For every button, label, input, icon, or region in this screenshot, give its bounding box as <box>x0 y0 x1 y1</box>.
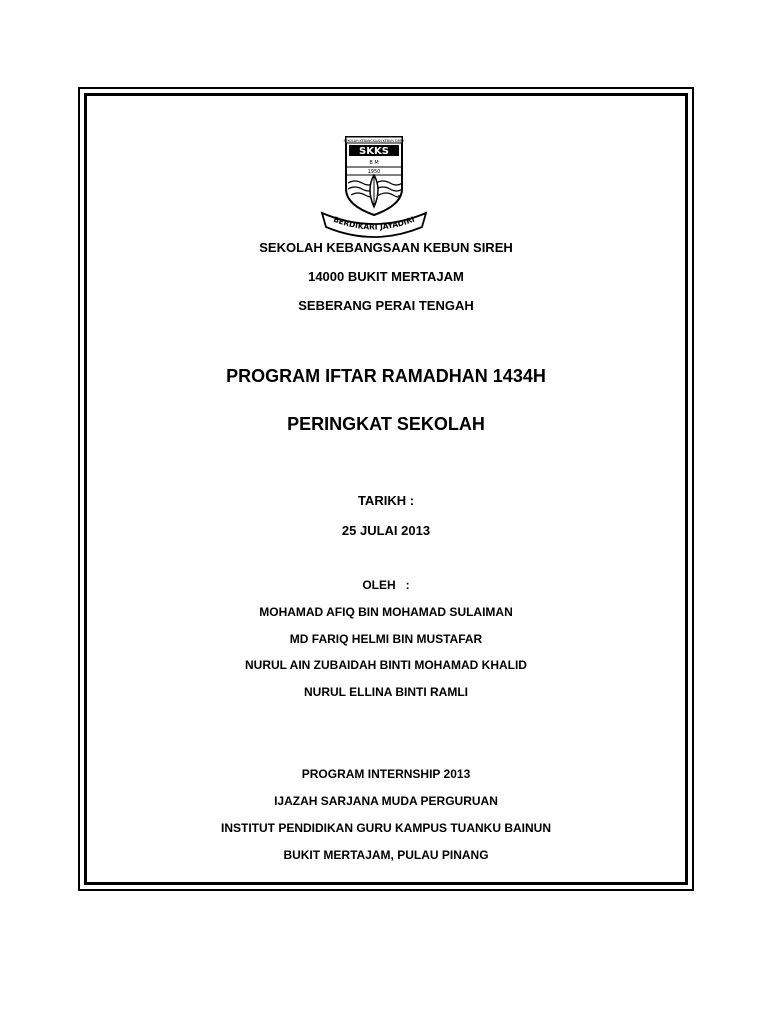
degree-name: IJAZAH SARJANA MUDA PERGURUAN <box>274 794 498 808</box>
author-name: NURUL AIN ZUBAIDAH BINTI MOHAMAD KHALID <box>245 658 527 672</box>
institute-name: INSTITUT PENDIDIKAN GURU KAMPUS TUANKU BAINUN <box>221 821 551 835</box>
crest-initials: SKKS <box>359 146 389 157</box>
internship-program: PROGRAM INTERNSHIP 2013 <box>301 767 471 781</box>
program-level: PERINGKAT SEKOLAH <box>287 414 485 434</box>
authors-label: OLEH : <box>362 578 410 592</box>
school-district: SEBERANG PERAI TENGAH <box>298 298 474 313</box>
author-name: MOHAMAD AFIQ BIN MOHAMAD SULAIMAN <box>259 605 513 619</box>
crest-year: 1950 <box>367 169 381 175</box>
crest-top-text: SEKOLAH KEBANGSAAN KEBUN SIREH <box>343 139 405 143</box>
date-label: TARIKH : <box>357 493 415 508</box>
institute-location: BUKIT MERTAJAM, PULAU PINANG <box>283 848 489 862</box>
crest-sub: B M <box>369 160 379 166</box>
author-name: MD FARIQ HELMI BIN MUSTAFAR <box>289 632 483 646</box>
school-name: SEKOLAH KEBANGSAAN KEBUN SIREH <box>259 240 513 255</box>
author-name: NURUL ELLINA BINTI RAMLI <box>304 685 468 699</box>
program-title: PROGRAM IFTAR RAMADHAN 1434H <box>226 366 546 386</box>
date-value: 25 JULAI 2013 <box>341 523 431 538</box>
school-crest-logo <box>318 131 430 241</box>
crest-motto: BERDIKARI JAYADIRI <box>332 214 416 232</box>
school-postcode-city: 14000 BUKIT MERTAJAM <box>308 269 464 284</box>
